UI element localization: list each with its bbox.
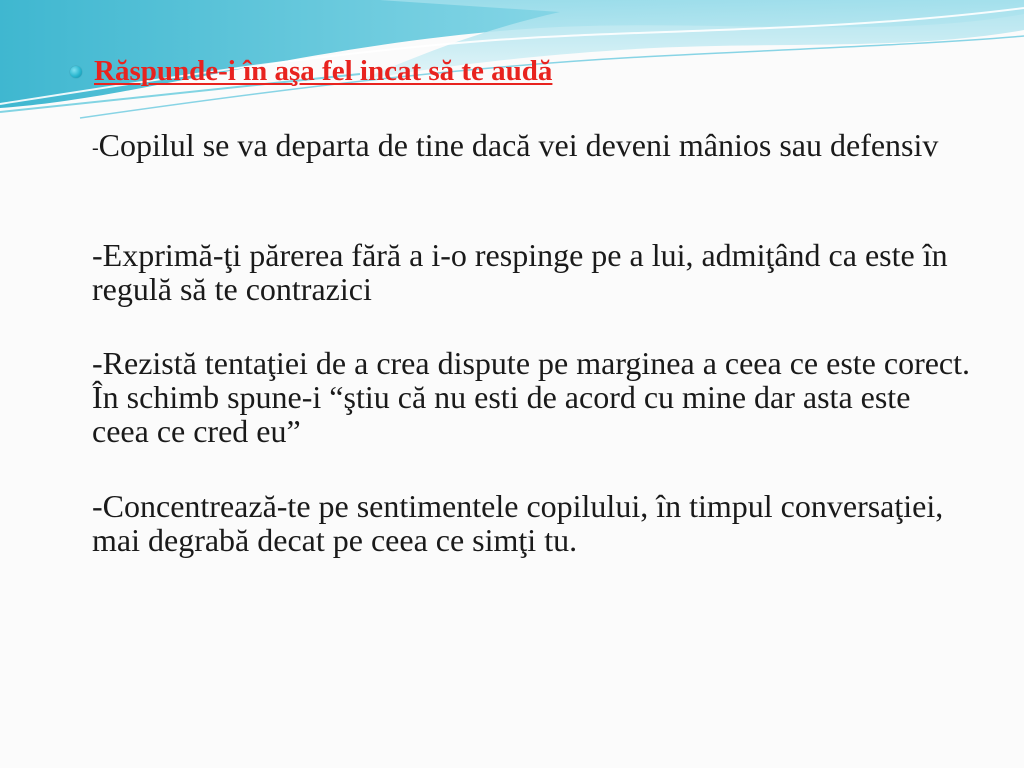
circle-bullet-icon bbox=[70, 66, 82, 78]
slide-heading: Răspunde-i în aşa fel incat să te audă bbox=[94, 54, 553, 87]
paragraph-1 bbox=[92, 128, 972, 165]
heading-bullet-row bbox=[70, 54, 552, 88]
paragraph-2: -Exprimă-ţi părerea fără a i-o respinge pe a lui, admiţând ca este în regulă să te contrazici bbox=[92, 237, 948, 307]
paragraph-1-dash: - bbox=[92, 137, 99, 159]
paragraph-4: -Concentrează-te pe sentimentele copilului, în timpul conversaţiei, mai degrabă decat pe ceea ce simţi tu. bbox=[92, 488, 944, 558]
paragraph-3: -Rezistă tentaţiei de a crea dispute pe marginea a ceea ce este corect. În schimb spune-i “ştiu că nu esti de acord cu mine dar asta este ceea ce cred eu” bbox=[92, 345, 971, 449]
paragraph-1-text: Copilul se va departa de tine dacă vei deveni mânios sau defensiv bbox=[98, 127, 939, 163]
